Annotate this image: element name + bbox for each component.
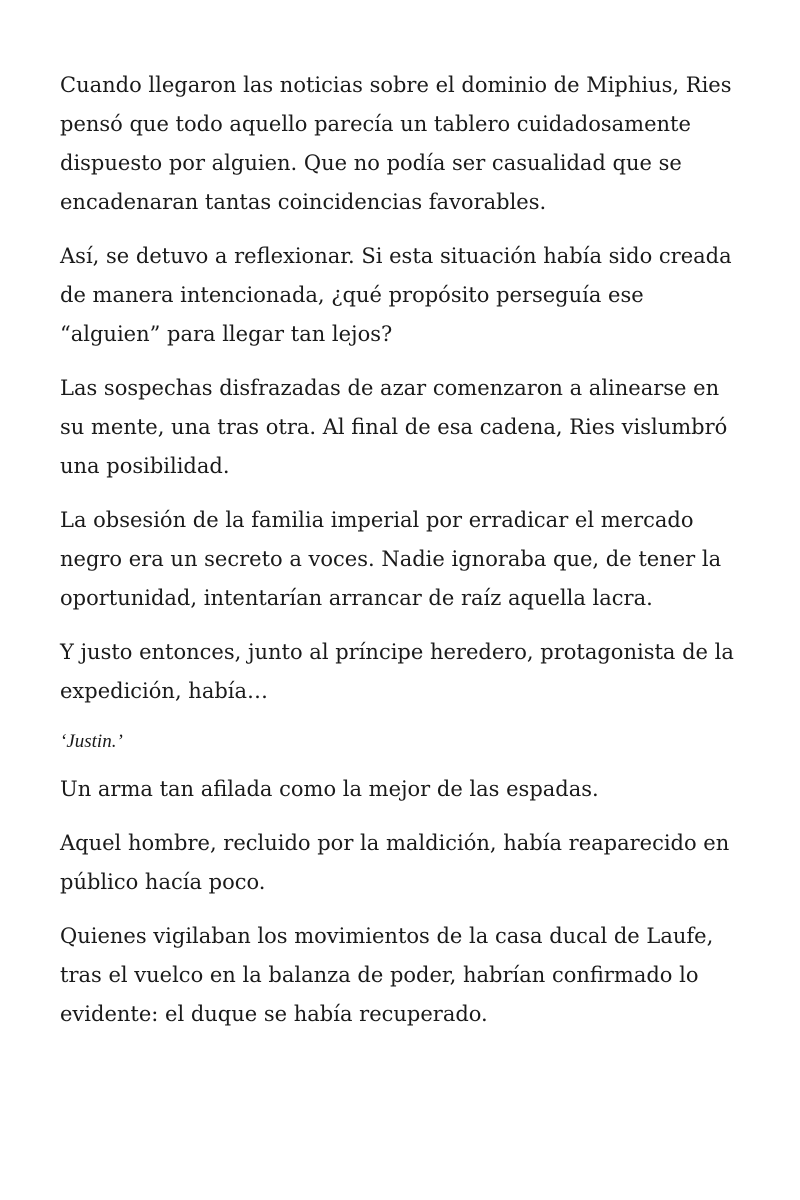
paragraph: Quienes vigilaban los movimientos de la casa ducal de Laufe, tras el vuelco en la balanza de poder, habrían confirmado lo evidente: el duque se había recuperado. [60,924,714,1026]
paragraph: Un arma tan afilada como la mejor de las espadas. [60,777,599,801]
paragraph: Aquel hombre, recluido por la maldición, había reaparecido en público hacía poco. [60,831,730,894]
paragraph: Las sospechas disfrazadas de azar comenzaron a alinearse en su mente, una tras otra. Al final de esa cadena, Ries vislumbró una posibilidad. [60,376,728,478]
thought-line: ‘Justin.’ [60,731,123,752]
paragraph: Así, se detuvo a reflexionar. Si esta situación había sido creada de manera intencionada, ¿qué propósito perseguía ese “alguien” para llegar tan lejos? [60,244,732,346]
paragraph: Y justo entonces, junto al príncipe heredero, protagonista de la expedición, había… [60,640,734,703]
paragraph: Cuando llegaron las noticias sobre el dominio de Miphius, Ries pensó que todo aquello parecía un tablero cuidadosamente dispuesto por alguien. Que no podía ser casualidad que se encadenaran tantas coincidencias favorables. [60,73,732,214]
paragraph: La obsesión de la familia imperial por erradicar el mercado negro era un secreto a voces. Nadie ignoraba que, de tener la oportunidad, intentarían arrancar de raíz aquella lacra. [60,508,722,610]
